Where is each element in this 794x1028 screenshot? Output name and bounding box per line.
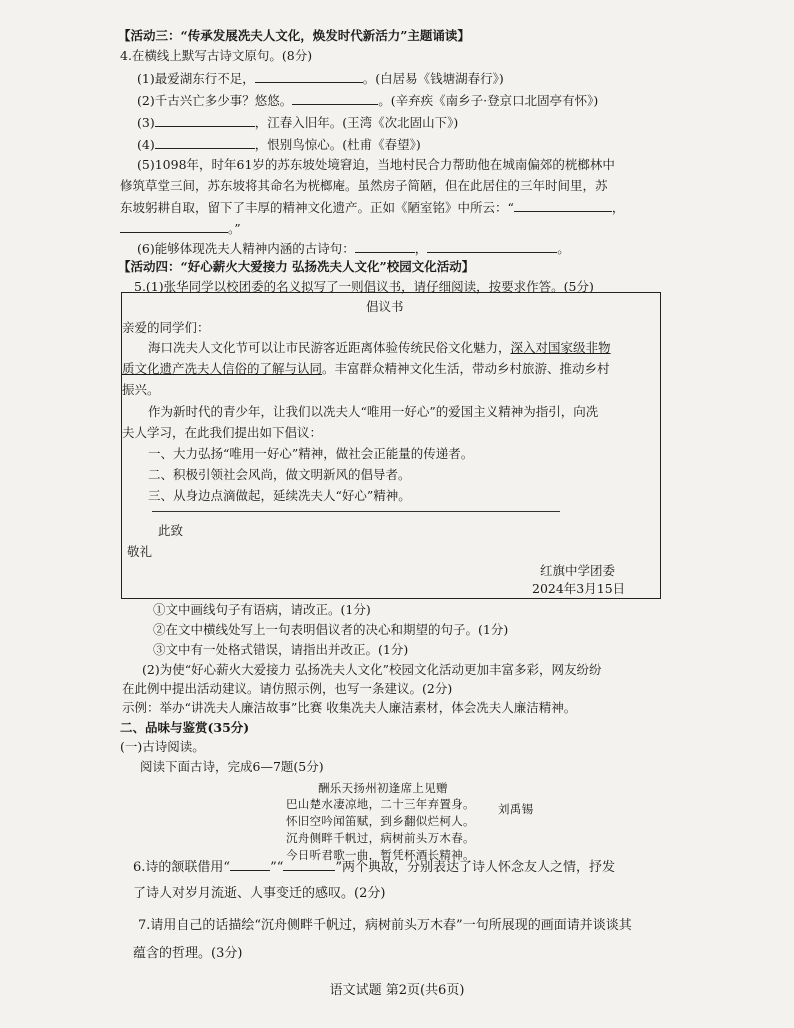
section2-sub1: (一)古诗阅读。 bbox=[120, 739, 205, 754]
poem-line: 沉舟侧畔千帆过，病树前头万木春。 bbox=[286, 831, 475, 845]
q4-3-text: (3) bbox=[137, 115, 155, 130]
answer-blank[interactable] bbox=[292, 92, 378, 105]
letter-p2-line1: 作为新时代的青少年，让我们以冼夫人“唯用一好心”的爱国主义精神为指引，向冼 bbox=[148, 404, 599, 419]
q4-1 bbox=[137, 70, 504, 87]
answer-blank[interactable] bbox=[155, 136, 255, 149]
q6-line1 bbox=[133, 858, 615, 876]
answer-blank[interactable] bbox=[355, 240, 415, 253]
q4-5-end: 。” bbox=[228, 221, 241, 236]
letter-p1-line3: 振兴。 bbox=[122, 382, 160, 397]
letter-item-2: 二、积极引领社会风尚，做文明新风的倡导者。 bbox=[148, 467, 411, 482]
q6-line2: 了诗人对岁月流逝、人事变迁的感叹。(2分) bbox=[133, 886, 386, 901]
q4-2-text: (2)千古兴亡多少事？悠悠。 bbox=[137, 93, 293, 108]
answer-blank[interactable] bbox=[514, 199, 612, 212]
q6-text-end: ”两个典故，分别表达了诗人怀念友人之情，抒发 bbox=[335, 860, 616, 875]
q6-sep: ”“ bbox=[270, 860, 284, 875]
q4-3 bbox=[137, 114, 458, 131]
letter-p1-text: 海口冼夫人文化节可以让市民游客近距离体验传统民俗文化魅力， bbox=[148, 340, 511, 355]
poem-intro: 阅读下面古诗，完成6—7题(5分) bbox=[140, 759, 324, 774]
activity4-title: 【活动四：“好心薪火大爱接力 弘扬冼夫人文化”校园文化活动】 bbox=[118, 259, 475, 274]
q4-2 bbox=[137, 92, 598, 109]
letter-p2-line2: 夫人学习，在此我们提出如下倡议： bbox=[122, 425, 323, 440]
page-footer: 语文试题 第2页(共6页) bbox=[329, 983, 465, 998]
answer-blank[interactable] bbox=[120, 220, 228, 233]
answer-blank[interactable] bbox=[230, 858, 270, 871]
q4-6 bbox=[137, 240, 570, 257]
section2-title: 二、品味与鉴赏(35分) bbox=[120, 720, 250, 735]
q4-3-source: ，江春入旧年。(王湾《次北固山下》) bbox=[254, 115, 459, 130]
q7-line1: 7.请用自己的话描绘“沉舟侧畔千帆过，病树前头万木春”一句所展现的画面请并谈谈其 bbox=[138, 918, 632, 933]
q4-4 bbox=[137, 136, 421, 153]
q4-6-end: 。 bbox=[557, 241, 570, 256]
letter-item-3: 三、从身边点滴做起，延续冼夫人“好心”精神。 bbox=[148, 488, 411, 503]
letter-greeting: 亲爱的同学们： bbox=[122, 320, 210, 335]
answer-blank[interactable] bbox=[155, 114, 255, 127]
q5-example: 示例：举办“讲冼夫人廉洁故事”比赛 收集冼夫人廉洁素材，体会冼夫人廉洁精神。 bbox=[122, 700, 577, 715]
letter-closing-1: 此致 bbox=[158, 523, 184, 538]
letter-p1-line1 bbox=[148, 340, 611, 356]
letter-closing-2: 敬礼 bbox=[127, 544, 153, 559]
q5-sub-3: ③文中有一处格式错误，请指出并改正。(1分) bbox=[153, 642, 409, 657]
underlined-sentence: 质文化遗产冼夫人信俗的了解与认同 bbox=[122, 361, 323, 376]
q4-4-source: ，恨别鸟惊心。(杜甫《春望》) bbox=[254, 137, 421, 152]
q4-6-text: (6)能够体现冼夫人精神内涵的古诗句： bbox=[137, 241, 355, 256]
poem-title: 酬乐天扬州初逢席上见赠 bbox=[318, 781, 448, 795]
letter-title: 倡议书 bbox=[366, 299, 404, 314]
poem-line: 巴山楚水凄凉地，二十三年弃置身。 bbox=[286, 797, 475, 811]
q4-4-text: (4) bbox=[137, 137, 155, 152]
q7-line2: 蕴含的哲理。(3分) bbox=[133, 946, 243, 961]
q5-intro: 5.(1)张华同学以校团委的名义拟写了一则倡议书，请仔细阅读，按要求作答。(5分) bbox=[134, 279, 594, 294]
poem-author: 刘禹锡 bbox=[498, 802, 534, 816]
q6-text: 6.诗的颔联借用“ bbox=[133, 860, 231, 875]
q4-5-comma: ， bbox=[611, 200, 625, 215]
letter-date: 2024年3月15日 bbox=[532, 581, 626, 596]
answer-blank[interactable] bbox=[283, 858, 335, 871]
poem-line: 怀旧空吟闻笛赋，到乡翻似烂柯人。 bbox=[286, 814, 475, 828]
q4-intro: 4.在横线上默写古诗文原句。(8分) bbox=[120, 48, 313, 63]
q4-5-line4 bbox=[120, 220, 241, 237]
q5-sub-2: ②在文中横线处写上一句表明倡议者的决心和期望的句子。(1分) bbox=[153, 622, 509, 637]
q5-sub-1: ①文中画线句子有语病，请改正。(1分) bbox=[153, 602, 371, 617]
q4-2-source: 。(辛弃疾《南乡子·登京口北固亭有怀》) bbox=[378, 93, 599, 108]
letter-p1-text: 。丰富群众精神文化生活，带动乡村旅游、推动乡村 bbox=[322, 361, 610, 376]
letter-item-1: 一、大力弘扬“唯用一好心”精神，做社会正能量的传递者。 bbox=[148, 446, 474, 461]
letter-p1-line2 bbox=[122, 361, 610, 377]
q4-1-source: 。(白居易《钱塘湖春行》) bbox=[362, 71, 504, 86]
letter-signer: 红旗中学团委 bbox=[540, 563, 616, 578]
q4-5-line2: 修筑草堂三间，苏东坡将其命名为桄榔庵。虽然房子简陋，但在此居住的三年时间里，苏 bbox=[120, 178, 608, 193]
q4-6-comma: ， bbox=[414, 241, 428, 256]
poem-line: 今日听君歌一曲，暂凭杯酒长精神。 bbox=[286, 848, 475, 862]
activity3-title: 【活动三：“传承发展冼夫人文化，焕发时代新活力”主题诵读】 bbox=[118, 28, 470, 43]
q4-1-text: (1)最爱湖东行不足， bbox=[137, 71, 255, 86]
q4-5-line3 bbox=[120, 199, 624, 216]
underlined-sentence: 深入对国家级非物 bbox=[510, 340, 611, 355]
answer-blank[interactable] bbox=[255, 70, 363, 83]
q4-5-line3-text: 东坡躬耕自取，留下了丰厚的精神文化遗产。正如《陋室铭》中所云：“ bbox=[120, 200, 514, 215]
answer-line[interactable] bbox=[152, 511, 560, 512]
q4-5-line1: (5)1098年，时年61岁的苏东坡处境窘迫，当地村民合力帮助他在城南偏郊的桄榔林中 bbox=[137, 157, 615, 172]
q5-2-line1: (2)为使“好心薪火大爱接力 弘扬冼夫人文化”校园文化活动更加丰富多彩，网友纷纷 bbox=[142, 662, 602, 677]
answer-blank[interactable] bbox=[427, 240, 557, 253]
q5-2-line2: 在此例中提出活动建议。请仿照示例，也写一条建议。(2分) bbox=[122, 681, 453, 696]
